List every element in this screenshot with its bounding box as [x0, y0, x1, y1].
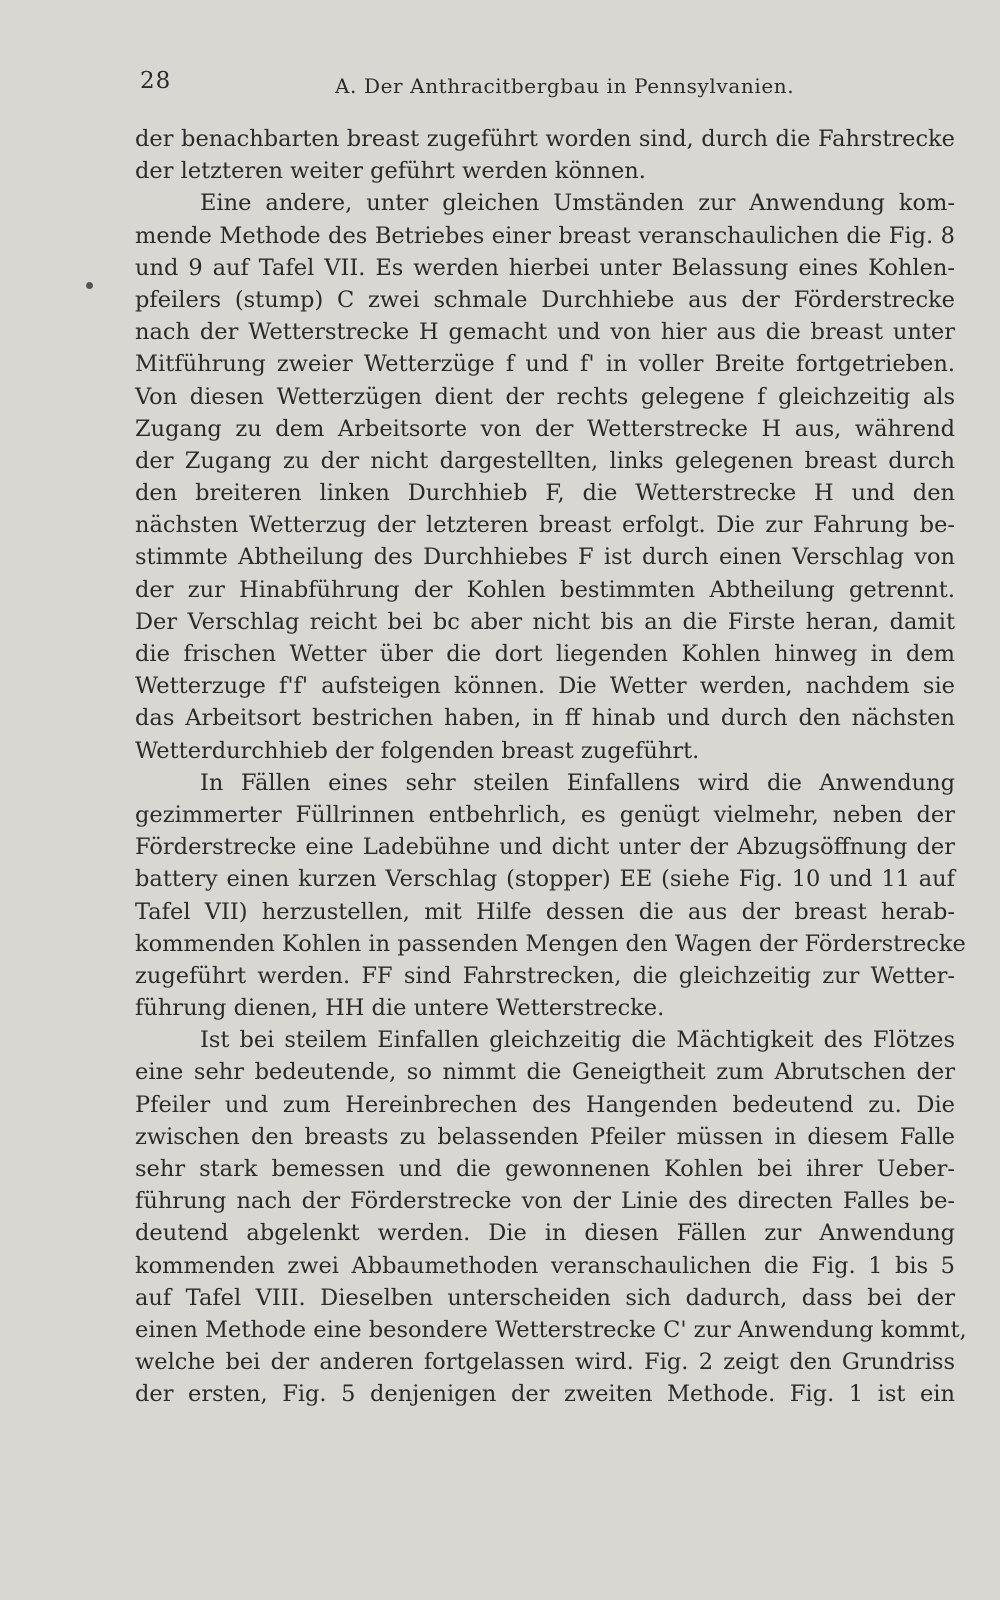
text-line: und 9 auf Tafel VII. Es werden hierbei unter Belassung eines Kohlen- — [135, 254, 955, 281]
body-text — [135, 123, 967, 1411]
text-line: führung nach der Förderstrecke von der Linie des directen Falles be- — [135, 1188, 955, 1215]
text-line: einen Methode eine besondere Wetterstrecke C' zur Anwendung kommt, — [135, 1316, 967, 1343]
text-line: pfeilers (stump) C zwei schmale Durchhiebe aus der Förderstrecke — [135, 286, 955, 313]
text-line: Pfeiler und zum Hereinbrechen des Hangenden bedeutend zu. Die — [135, 1091, 955, 1118]
page-header — [0, 68, 1000, 108]
text-line: Von diesen Wetterzügen dient der rechts gelegene f gleichzeitig als — [135, 383, 955, 410]
text-line: den breiteren linken Durchhieb F, die Wetterstrecke H und den — [135, 480, 955, 507]
text-line: nach der Wetterstrecke H gemacht und von hier aus die breast unter — [135, 319, 955, 346]
text-line: stimmte Abtheilung des Durchhiebes F ist durch einen Verschlag von — [135, 544, 955, 571]
text-line: Mitführung zweier Wetterzüge f und f' in voller Breite fortgetrieben. — [135, 351, 955, 378]
text-line: führung dienen, HH die untere Wetterstrecke. — [135, 995, 665, 1022]
text-line: auf Tafel VIII. Dieselben unterscheiden sich dadurch, dass bei der — [135, 1284, 955, 1311]
text-line: deutend abgelenkt werden. Die in diesen Fällen zur Anwendung — [135, 1220, 955, 1247]
text-line: eine sehr bedeutende, so nimmt die Geneigtheit zum Abrutschen der — [135, 1059, 955, 1086]
text-line: zugeführt werden. FF sind Fahrstrecken, die gleichzeitig zur Wetter- — [135, 962, 955, 989]
text-line: der ersten, Fig. 5 denjenigen der zweiten Methode. Fig. 1 ist ein — [135, 1381, 955, 1408]
margin-dot-mark — [86, 282, 93, 289]
text-line: In Fällen eines sehr steilen Einfallens wird die Anwendung — [200, 769, 955, 796]
text-line: battery einen kurzen Verschlag (stopper) EE (siehe Fig. 10 und 11 auf — [135, 866, 955, 893]
text-line: Eine andere, unter gleichen Umständen zur Anwendung kom- — [200, 190, 955, 217]
text-line: die frischen Wetter über die dort liegenden Kohlen hinweg in dem — [135, 641, 955, 667]
text-line: mende Methode des Betriebes einer breast veranschaulichen die Fig. 8 — [135, 222, 955, 249]
text-line: der benachbarten breast zugeführt worden sind, durch die Fahrstrecke — [135, 126, 955, 152]
running-title: A. Der Anthracitbergbau in Pennsylvanien. — [335, 74, 795, 98]
text-line: Ist bei steilem Einfallen gleichzeitig die Mächtigkeit des Flötzes — [200, 1027, 955, 1054]
text-line: der zur Hinabführung der Kohlen bestimmten Abtheilung getrennt. — [135, 576, 955, 603]
text-line: Tafel VII) herzustellen, mit Hilfe dessen die aus der breast herab- — [135, 898, 955, 925]
text-line: kommenden Kohlen in passenden Mengen den Wagen der Förderstrecke — [135, 930, 966, 957]
text-line: gezimmerter Füllrinnen entbehrlich, es genügt vielmehr, neben der — [135, 801, 955, 828]
text-line: das Arbeitsort bestrichen haben, in ff hinab und durch den nächsten — [135, 705, 955, 732]
text-line: Wetterzuge f'f' aufsteigen können. Die Wetter werden, nachdem sie — [135, 673, 955, 700]
text-line: Förderstrecke eine Ladebühne und dicht unter der Abzugsöffnung der — [135, 834, 955, 861]
text-line: sehr stark bemessen und die gewonnenen Kohlen bei ihrer Ueber- — [135, 1156, 955, 1182]
text-line: zwischen den breasts zu belassenden Pfeiler müssen in diesem Falle — [135, 1123, 955, 1150]
text-line: Der Verschlag reicht bei bc aber nicht bis an die Firste heran, damit — [135, 608, 955, 635]
text-line: Zugang zu dem Arbeitsorte von der Wetterstrecke H aus, während — [135, 415, 955, 442]
text-line: der Zugang zu der nicht dargestellten, links gelegenen breast durch — [135, 447, 955, 474]
text-line: welche bei der anderen fortgelassen wird. Fig. 2 zeigt den Grundriss — [135, 1349, 955, 1376]
text-line: nächsten Wetterzug der letzteren breast erfolgt. Die zur Fahrung be- — [135, 512, 955, 539]
text-line: Wetterdurchhieb der folgenden breast zugeführt. — [135, 737, 700, 764]
page-number: 28 — [140, 68, 172, 94]
text-line: der letzteren weiter geführt werden können. — [135, 158, 646, 185]
text-line: kommenden zwei Abbaumethoden veranschaulichen die Fig. 1 bis 5 — [135, 1252, 955, 1279]
